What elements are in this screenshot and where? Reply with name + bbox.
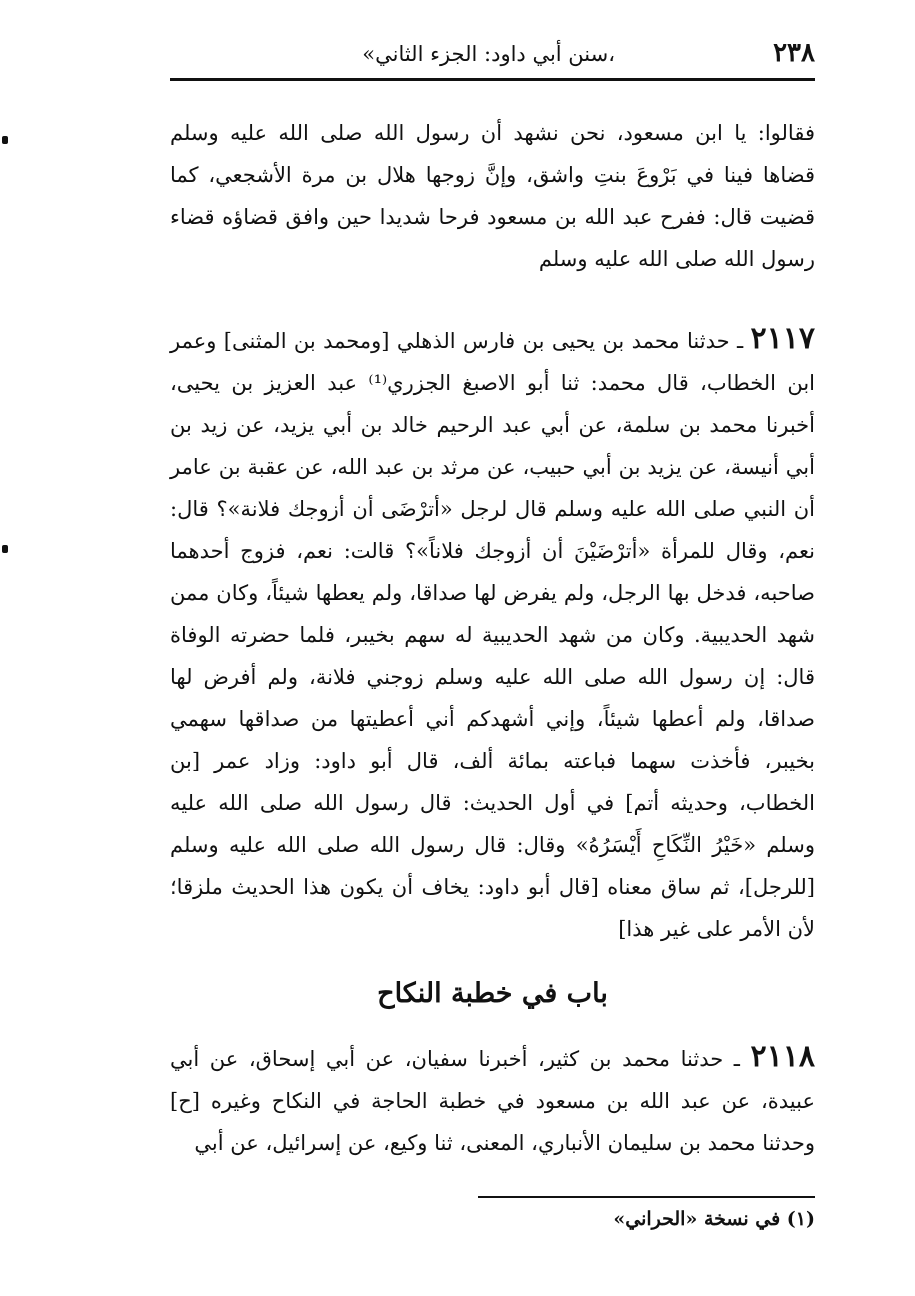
header-rule [170, 78, 815, 81]
hadith-2117 [170, 318, 815, 950]
hadith-text: ـ حدثنا محمد بن يحيى بن فارس الذهلي [ومحمد بن المثنى] وعمر ابن الخطاب، قال محمد: ثنا أبو الاصبغ الجزري⁽¹⁾ عبد العزيز بن يحيى، أخبرنا محمد بن سلمة، عن أبي عبد الرحيم خالد بن أبي يزيد، عن زيد بن أبي أنيسة، عن يزيد بن أبي حبيب، عن مرثد بن عبد الله، عن عقبة بن عامر أن النبي صلى الله عليه وسلم قال لرجل «أترْضَى أن أزوجك فلانة»؟ قال: نعم، وقال للمرأة «أترْضَيْنَ أن أزوجك فلاناً»؟ قالت: نعم، فزوج أحدهما صاحبه، فدخل بها الرجل، ولم يفرض لها صداقا، ولم يعطها شيئاً، وكان ممن شهد الحديبية. وكان من شهد الحديبية له سهم بخيبر، فلما حضرته الوفاة قال: إن رسول الله صلى الله عليه وسلم زوجني فلانة، ولم أفرض لها صداقا، ولم أعطها شيئاً، وإني أشهدكم أني أعطيتها من صداقها سهمي بخيبر، فأخذت سهما فباعته بمائة ألف، قال أبو داود: وزاد عمر [بن الخطاب، وحديثه أتم] في أول الحديث: قال رسول الله صلى الله عليه وسلم «خَيْرُ النِّكَاحِ أَيْسَرُهُ» وقال: قال رسول الله صلى الله عليه وسلم [للرجل]، ثم ساق معناه [قال أبو داود: يخاف أن يكون هذا الحديث ملزقا؛ لأن الأمر على غير هذا] [170, 329, 816, 941]
hadith-2118 [170, 1036, 815, 1164]
footnote-rule [478, 1196, 815, 1198]
page-number: ٢٣٨ [773, 38, 815, 68]
margin-mark [2, 136, 8, 144]
paragraph-continuation: فقالوا: يا ابن مسعود، نحن نشهد أن رسول الله صلى الله عليه وسلم قضاها فينا في بَرْوعَ بنتِ واشق، وإنَّ زوجها هلال بن مرة الأشجعي، كما قضيت قال: ففرح عبد الله بن مسعود فرحا شديدا حين وافق قضاؤه قضاء رسول الله صلى الله عليه وسلم [170, 121, 815, 271]
footnote: (١) في نسخة «الحراني» [613, 1208, 815, 1230]
margin-mark [2, 545, 8, 553]
section-title: باب في خطبة النكاح [377, 978, 608, 1009]
hadith-number: ٢١١٧ [750, 321, 815, 356]
hadith-text: ـ حدثنا محمد بن كثير، أخبرنا سفيان، عن أبي إسحاق، عن أبي عبيدة، عن عبد الله بن مسعود في خطبة الحاجة في النكاح وغيره [ح] وحدثنا محمد بن سليمان الأنباري، المعنى، ثنا وكيع، عن إسرائيل، عن أبي [170, 1047, 815, 1155]
hadith-number: ٢١١٨ [750, 1039, 815, 1074]
running-title: ،سنن أبي داود: الجزء الثاني» [362, 42, 615, 66]
running-header [170, 38, 815, 78]
